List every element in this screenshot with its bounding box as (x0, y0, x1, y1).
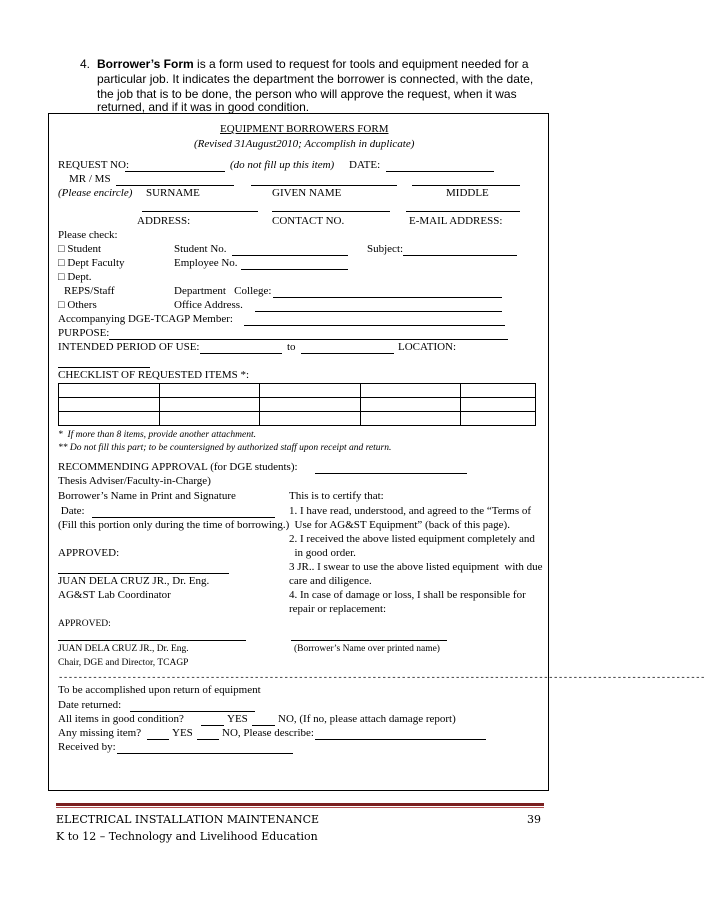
intro-line-2: particular job. It indicates the department the borrower is connected, with the date, (97, 72, 534, 86)
approver1-name: JUAN DELA CRUZ JR., Dr. Eng. (58, 575, 210, 587)
return-title: To be accomplished upon return of equipment (58, 684, 261, 696)
borrowers-form (48, 113, 705, 791)
missing-no-label: NO, Please describe: (222, 727, 314, 739)
approved-label: APPROVED: (58, 547, 120, 559)
intro-line-4: returned, and if it was in good condition. (97, 100, 310, 114)
contact-no-label: CONTACT NO. (272, 215, 345, 227)
address-field[interactable] (142, 211, 258, 212)
certify-3b: care and diligence. (289, 575, 372, 587)
all-items-yes-field[interactable] (201, 725, 224, 726)
email-label: E-MAIL ADDRESS: (409, 215, 503, 227)
given-name-field[interactable] (251, 185, 397, 186)
borrower-signature-line[interactable] (291, 640, 447, 641)
accompanying-label: Accompanying DGE-TCAGP Member: (58, 313, 233, 325)
approver1-role: AG&ST Lab Coordinator (58, 589, 171, 601)
recommending-label: RECOMMENDING APPROVAL (for DGE students): (58, 461, 298, 473)
table-row (59, 398, 536, 412)
approver2-signature-line[interactable] (58, 640, 246, 641)
checklist-label: CHECKLIST OF REQUESTED ITEMS *: (58, 369, 250, 381)
checkbox-others[interactable]: □ Others (58, 299, 97, 311)
student-no-label: Student No. (174, 243, 227, 255)
address-label: ADDRESS: (137, 215, 191, 227)
location-field[interactable] (58, 367, 150, 368)
certify-label: This is to certify that: (289, 490, 384, 502)
period-from-field[interactable] (200, 353, 282, 354)
borrow-date-field[interactable] (92, 517, 275, 518)
checklist-cell[interactable] (461, 384, 536, 398)
period-to-field[interactable] (301, 353, 394, 354)
date-label: DATE: (349, 159, 381, 171)
intro-line-1-rest: is a form used to request for tools and equipment needed for a (193, 57, 529, 71)
email-field[interactable] (406, 211, 520, 212)
all-items-label: All items in good condition? (58, 713, 184, 725)
subject-field[interactable] (403, 255, 517, 256)
fill-portion-note: (Fill this portion only during the time of borrowing.) (58, 519, 290, 531)
certify-4b: repair or replacement: (289, 603, 387, 615)
checklist-cell[interactable] (59, 384, 160, 398)
approver1-signature-line[interactable] (58, 573, 229, 574)
certify-2b: in good order. (289, 547, 356, 559)
checklist-cell[interactable] (360, 398, 461, 412)
middle-label: MIDDLE (446, 187, 489, 199)
borrower-over-note: (Borrower’s Name over printed name) (294, 644, 440, 654)
employee-no-field[interactable] (241, 269, 348, 270)
checklist-cell[interactable] (59, 398, 160, 412)
location-label: LOCATION: (398, 341, 457, 353)
please-check-label: Please check: (58, 229, 118, 241)
recommending-field[interactable] (315, 473, 467, 474)
cut-line: ------------------------------------------------------------------------------------------------------------------------------------ (58, 673, 705, 683)
request-no-label: REQUEST NO: (58, 159, 129, 171)
given-name-label: GIVEN NAME (272, 187, 342, 199)
footer-rule-thin (56, 807, 544, 808)
checkbox-dept[interactable]: □ Dept. (58, 271, 92, 283)
all-items-no-label: NO, (If no, please attach damage report) (278, 713, 456, 725)
footer-subtitle: K to 12 – Technology and Livelihood Education (56, 830, 318, 843)
certify-1a: 1. I have read, understood, and agreed to the “Terms of (289, 505, 532, 517)
note-more-items: * If more than 8 items, provide another attachment. (58, 430, 256, 440)
department-college-field[interactable] (273, 297, 502, 298)
intro-line-3: the job that is to be done, the person who will approve the request, when it was (97, 87, 517, 101)
checklist-cell[interactable] (59, 412, 160, 426)
surname-label: SURNAME (146, 187, 200, 199)
note-countersign: ** Do not fill this part; to be countersigned by authorized staff upon receipt and return. (58, 443, 392, 453)
certify-1b: Use for AG&ST Equipment” (back of this page). (289, 519, 510, 531)
purpose-label: PURPOSE: (58, 327, 110, 339)
checklist-cell[interactable] (159, 398, 260, 412)
request-no-note: (do not fill up this item) (230, 159, 335, 171)
student-no-field[interactable] (232, 255, 348, 256)
checklist-cell[interactable] (260, 398, 361, 412)
mr-ms-label: MR / MS (69, 173, 111, 185)
missing-item-label: Any missing item? (58, 727, 142, 739)
borrow-date-label: Date: (58, 505, 85, 517)
missing-describe-field[interactable] (315, 739, 486, 740)
contact-no-field[interactable] (272, 211, 390, 212)
table-row (59, 412, 536, 426)
table-row (59, 384, 536, 398)
office-address-label: Office Address. (174, 299, 243, 311)
approver2-role: Chair, DGE and Director, TCAGP (58, 658, 189, 668)
department-college-label: Department College: (174, 285, 272, 297)
encircle-note: (Please encircle) (58, 187, 133, 199)
page-number: 39 (527, 813, 541, 826)
surname-field[interactable] (116, 185, 234, 186)
checklist-cell[interactable] (461, 398, 536, 412)
approver2-name: JUAN DELA CRUZ JR., Dr. Eng. (58, 644, 189, 654)
middle-field[interactable] (412, 185, 520, 186)
item-number: 4. (80, 57, 91, 71)
missing-yes-label: YES (172, 727, 193, 739)
footer-title: ELECTRICAL INSTALLATION MAINTENANCE (56, 813, 320, 826)
all-items-no-field[interactable] (252, 725, 275, 726)
checklist-cell[interactable] (360, 384, 461, 398)
accompanying-field[interactable] (244, 325, 505, 326)
missing-yes-field[interactable] (147, 739, 169, 740)
office-address-field[interactable] (255, 311, 502, 312)
missing-no-field[interactable] (197, 739, 219, 740)
checklist-cell[interactable] (461, 412, 536, 426)
certify-2a: 2. I received the above listed equipment completely and (289, 533, 535, 545)
date-returned-field[interactable] (130, 711, 255, 712)
certify-4a: 4. In case of damage or loss, I shall be responsible for (289, 589, 526, 601)
checkbox-student[interactable]: □ Student (58, 243, 102, 255)
intro-line-1 (97, 57, 529, 72)
thesis-adviser-label: Thesis Adviser/Faculty-in-Charge) (58, 475, 211, 487)
to-label: to (287, 341, 296, 353)
subject-label: Subject: (367, 243, 404, 255)
date-returned-label: Date returned: (58, 699, 122, 711)
borrower-name-sig-label: Borrower’s Name in Print and Signature (58, 490, 236, 502)
request-no-field[interactable] (125, 171, 225, 172)
received-by-label: Received by: (58, 741, 116, 753)
date-field[interactable] (386, 171, 494, 172)
footer-rule (56, 803, 544, 806)
checklist-cell[interactable] (260, 412, 361, 426)
checklist-cell[interactable] (360, 412, 461, 426)
purpose-field[interactable] (109, 339, 508, 340)
all-items-yes-label: YES (227, 713, 248, 725)
checkbox-dept-faculty[interactable]: □ Dept Faculty (58, 257, 125, 269)
form-subtitle: (Revised 31August2010; Accomplish in duplicate) (194, 138, 415, 150)
certify-3a: 3 JR.. I swear to use the above listed equipment with due (289, 561, 543, 573)
received-by-field[interactable] (117, 753, 293, 754)
checklist-cell[interactable] (159, 384, 260, 398)
checklist-cell[interactable] (159, 412, 260, 426)
approved2-label: APPROVED: (58, 619, 111, 629)
intended-period-label: INTENDED PERIOD OF USE: (58, 341, 200, 353)
checklist-table (58, 383, 536, 426)
reps-staff-label: REPS/Staff (64, 285, 115, 297)
form-title: EQUIPMENT BORROWERS FORM (220, 123, 389, 135)
intro-bold-term: Borrower’s Form (97, 57, 194, 71)
employee-no-label: Employee No. (174, 257, 238, 269)
checklist-cell[interactable] (260, 384, 361, 398)
